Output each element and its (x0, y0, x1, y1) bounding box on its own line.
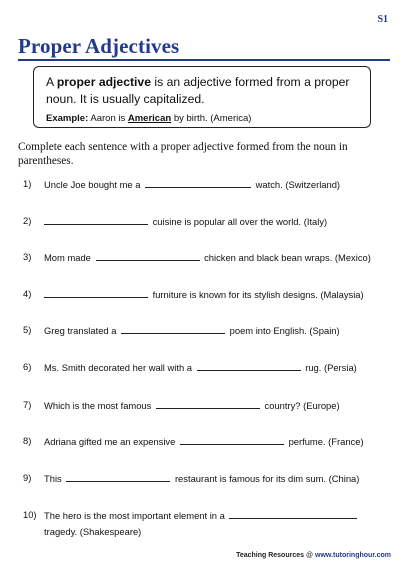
question-text-before: Adriana gifted me an expensive (44, 436, 176, 447)
answer-blank[interactable] (180, 433, 284, 445)
question-number: 8) (23, 435, 32, 446)
example-post: by birth. (America) (173, 113, 252, 124)
question-number: 7) (23, 399, 32, 410)
question-number: 10) (23, 509, 37, 520)
question-number: 4) (23, 288, 32, 299)
answer-blank[interactable] (96, 249, 200, 261)
question-number: 2) (23, 215, 32, 226)
example-line (46, 113, 358, 124)
answer-blank[interactable] (66, 470, 170, 482)
question-number: 9) (23, 472, 32, 483)
example-label: Example: (46, 113, 89, 124)
question-text-before: Ms. Smith decorated her wall with a (44, 362, 192, 373)
question-text-after: poem into English. (Spain) (229, 325, 340, 336)
question-number: 6) (23, 361, 32, 372)
question-text-before: Which is the most famous (44, 400, 152, 411)
definition-box (33, 66, 371, 128)
question-text-after: perfume. (France) (288, 436, 364, 447)
question-text-after: restaurant is famous for its dim sum. (China) (174, 473, 360, 484)
question-text-after: furniture is known for its stylish designs. (Malaysia) (152, 289, 364, 300)
footer-separator: @ (305, 552, 314, 559)
footer-site-link[interactable]: www.tutoringhour.com (315, 552, 391, 559)
question-number: 3) (23, 251, 32, 262)
question-text-after: rug. (Persia) (305, 362, 357, 373)
question-text-before: Mom made (44, 252, 91, 263)
example-word: American (127, 113, 172, 124)
answer-blank[interactable] (197, 359, 301, 371)
footer (236, 552, 391, 559)
question-text-after: country? (Europe) (264, 400, 340, 411)
definition-pre: A (46, 75, 57, 89)
question-number: 1) (23, 178, 32, 189)
question-text-after: watch. (Switzerland) (255, 179, 341, 190)
answer-blank[interactable] (229, 507, 357, 519)
question-text-before: Greg translated a (44, 325, 117, 336)
definition-post: is an adjective formed from a proper noun. It is usually capitalized. (46, 75, 350, 106)
answer-blank[interactable] (156, 397, 260, 409)
question-text-after: chicken and black bean wraps. (Mexico) (204, 252, 371, 263)
question-text-before: This (44, 473, 62, 484)
question-text-before: The hero is the most important element in a (44, 510, 225, 521)
answer-blank[interactable] (121, 322, 225, 334)
question-text-after: cuisine is popular all over the world. (Italy) (152, 216, 328, 227)
footer-brand: Teaching Resources (236, 552, 305, 559)
worksheet-code: S1 (377, 14, 388, 25)
page-title: Proper Adjectives (18, 34, 180, 58)
title-divider (18, 59, 390, 61)
definition-text (46, 74, 358, 108)
definition-term: proper adjective (56, 75, 151, 89)
question-number: 5) (23, 324, 32, 335)
instructions: Complete each sentence with a proper adjective formed from the noun in parentheses. (18, 141, 348, 167)
question-text-before: Uncle Joe bought me a (44, 179, 141, 190)
answer-blank[interactable] (145, 176, 251, 188)
question-text-line2: tragedy. (Shakespeare) (44, 526, 142, 537)
answer-blank[interactable] (44, 286, 148, 298)
answer-blank[interactable] (44, 213, 148, 225)
example-pre: Aaron is (90, 113, 126, 124)
